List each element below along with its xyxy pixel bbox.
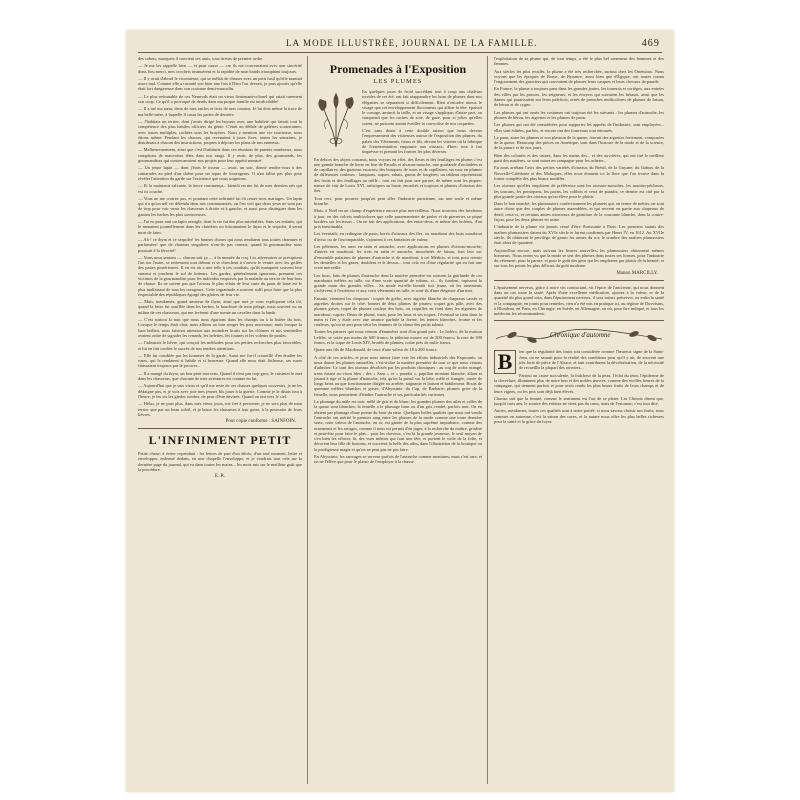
paragraph: — Aujourd'hui que je suis vieux et qu'il me reste de ces chasses quelques souvenirs, je ne les dédaigne pas, et je vois avec joie mes jeunes fils jouer à la guerre. Comme je le disais tout à l'heure, je les vis les gardes tomber, de peur d'être devinés. Quand on tira vers le ciel. [138,383,302,399]
paragraph: — Ah ! ce thym et ce serpolet! les bonnes choses qui nous rendaient tous toutes charnues et parfumées! que de charmes singuliers n'ont-ils pas connus, quand la gourmandise nous poussait à la férocité! [138,236,302,253]
signature-marcilly: Manon MARCILLY. [616,270,658,276]
paragraph: Les pèlerines, les unes en satin et autruche, avec applications en plumes d'oiseau-mouche; d'autres en marabout, les trois en satin et autruche, mouchetés de faisan, font leur sac d'ensemble palatines de plumes d'autruche et de marabout, à cet Médicis, et tous pour retenir les dentelles et les gazes, doublent et le dessus... tout cela est d'une régularité qui en fait une vraie merveille. [314,244,482,271]
paragraph: Toutes les parures que nous venons d'énumérer sont d'un grand prix : Le boléro, de la maison Lefilet, se cotée pas moins de 600 francs; la pèlerine mauve est de 500 francs; la rose de 390 francs, et la toque de Louis XIV, brodée de plumes, coûte près de mille francs. [314,329,482,346]
paragraph: Les plumes qui ont ornés les costumes ont toujours été les suivants : les plumes d'autruche, les plumes de héron, les aigrettes et les plumes de paon. [494,109,664,120]
signature-er: E. R. [214,474,226,480]
paragraph: C'est sans doute à cette double raison que nous devons l'empressement des visiteuses autour de l'exposition des plumes, du palais des Vêtements, tissus et fils, devant les vitrines où la fabrique de l'ornementation emprunte aux oiseaux, d'hier, tout à fait imprévue et prenant les formes les plus diverses. [362,128,482,155]
chronique-title: Chronique d'automne [550,331,611,340]
paragraph: En nous arrêtant l'avis des petites variétés d'oiseaux du Brésil, de la Guyane, du Gabon, de la Nouvelle-Calédonie et des Moluques, elles nous donnent ici la flore que l'on trouve dans la forme complète des plus beaux modèles. [494,165,664,181]
paragraph: Autres, mesdames, toutes ces qualités sont à notre portée, si nous savons choisir nos fruits; nous sommes en automne, c'est la saison des cures, et la nature nous offre les plus belles richesses pour la santé et la grâce du foyer. [494,408,664,425]
paragraph: Les plumes qui ont été considérées pour supporter les apprêts de l'industrie, sont employées... elles sont éditées, parfois, et encore ont des fourreaux tout entourés. [494,122,664,133]
header-rule [138,52,662,53]
paragraph: — Je me les rappelle bien — et pour cause — car ils me concernaient avec une sincérité dont, lieu merci, mes crochets insinuèrent et la rapidité de mon bonds triomphant toujours. [138,63,302,74]
paragraph: — Mais, mesdames, grand amateur de thym, ainsi que moi je vous expliquerai cela tôt, quand la brise fut soufflée dans les herbes, la bouchure de mon pelage, mais souvent vu au milieu de ces chasseurs, qui me levèrent d'une meute un cavalier dans la lande. [138,299,302,315]
paragraph: — J'habitais un terrier, dont j'avais dirigé les boyaux avec une habileté qui faisait tout la compétence des plus habiles officiers du génie. C'était un dédale de galeries souterraines, avec issues multiples, cachées sous les bruyères. Nous y menions une vie soucieuse, nous étions même. Pendant les chasses, qui revenaient à jours fixes, toutes les semaines, je distribuais à chacun des instructions, propres à déjouer les plans de nos ennemis. [138,118,302,146]
paragraph: — Il a tué ma sœur, deux de mes oncles et trois de mes cousins. Je lui dois même la trace de ma belle-mère, à laquelle il cassa les pattes de derrière. [138,106,302,117]
paragraph: — Il y avait d'abord le vicomtesse, qui se mêlait de chasser avec un petit fusil qu'elle maniait assez mal. Comme elle a raconté son bien une fois à Dieu l'on devrait, je puis ajouter qu'elle était fort dangereuse dans son costume demi-masculin. [138,75,302,92]
column-3 [494,56,664,784]
paragraph: En dehors des objets courants, nous voyons en effet, des fleurs et des feuillages en plume; c'est une grande branche de lierre en fine de Paradis et alcaran-mouche, une guirlande d'orchidées et de capillaires; des guenons escarres; des bouquets de roses et de capillaires; un vase en plumes de différentes couleurs : lampions, toques, rabats, garnis de fougères; un tableau représentant des fruits et des feuillages au trèfle... tout est fait pour une parure, de même sont les piques-nature de cuir de Louis XVI, artistiques au buste, encadrés et toujours et plumes d'oiseaux des îles. [314,156,482,194]
paragraph: — Vous ne me croirez pas, et pourtant cette infirmité lui fit rester trois mariages. Un lapin qui n'a qu'un œil est défendu dans nos communautés, on l'en voit que deux yeux ne sont pas de trop pour voir venir les chasseurs à droite et à gauche, et aussi pour distinguer dans les gazons les herbes les plus savoureuses. [138,195,302,217]
paragraph: Mais, à Noël on un champ d'expérience encore plus merveilleux. Nous trouvons des broderies à jour, en des coloris multicolores que celle passementerie de perles et de pierreries se piqué bordées sur les tissus... On ne fait des applications, des entre-deux, et même des boléros, d'un prix inestimable. [314,208,482,230]
paragraph: — Le plus redoutable de ces Nemrods était un vieux lieutenant-colonel qui ratait rarement son coup. Ce qu'il a provoqué de deuils dans ma propre famille est incalculable! [138,93,302,105]
paragraph: Ensuite, viennent les chapeaux : toquet de grèbe, avec aigrette blanche de chapeaux cassés et aigrettes droites sur le côté; bonnet de deux plumes de pirates; toquet gris pâle, avec des plumes grises, toqué de plumes couleur des bois, ou coquilles en fond dans les aigrettes de marabout; capote, fleurs de plume, mais, pour les boas et ses toques, l'éventail se tient dans la main et l'on y étale avec une aisance parfaite la forme, les teintes blanches, écume et les couleurs, qu'on se sert pour vêtir les femmes de la classe des petits talents. [314,295,482,328]
paragraph: — J'admirais le lièvre, qui conçoit les méthodes pour ses petites recherches plus favorables, et lui en fait confier le succès de nos tendres attentions. [138,340,302,351]
paragraph: Bien des colonies et des usines, dans les mains des... et des ouvrières, qui ont tiré le meilleur parti des matières, se sont mises en campagne pour les acheter... [494,152,664,164]
article-subtitle-plumes: LES PLUMES [373,78,423,85]
paragraph: des cabots, marquets il convient ses amis, tous tireurs de premier ordre. [138,56,264,61]
paragraph: — Elle fut comblée par les hommes de la garde. Aussi me fut-il conseillé d'en étudier les ruses, qui la rendaient si habile et si heureuse. Quand elle nous était fâcheuse, ses ruses finissaient toujours par la prouver... [138,352,302,369]
column-1 [138,56,302,784]
paragraph: Le paon, autre les plumes et son plastron de la queue, fournit des aigrettes fortement, composées de la queue. Beaucoup des pièces en Amérique, sont dans l'histoire de la mode et de la science, de la parure et de nos jours. [494,134,664,151]
column-2 [314,56,482,784]
column-3-text [494,56,664,269]
paragraph: A côté de ces articles, et pour nous mieux faire voir les efforts industriels des Exposants, on nous donne les plumes naturelles, c'est-à-dire la matière première de tout ce que nous venons d'admirer. Ce sont des oiseaux décolorés par les produits chimiques : au coq de roche orangé, trans fusant au vison bleu ; des « Sans » et « paradis », papillon montant blanche, allant et jouant à tige et la plume d'autruche, tels qu'on la prend sur la bête, mêlé et frangée, ornée de longs brins ou que fonctionnaire dirigée ou arrêtée, taignante et liaison et habilement. Bouts de quemme mêlées blanches et grises, d'Abyssinie, du Cap, de Barbarie; plumes grise de la femelle, nous permettent d'étudier l'autruche et ses particularités curieuses. [314,354,482,397]
paragraph: L'industrie de la plume n'a jamais cessé d'être florissante à Paris. Les premiers statuts des maîtres plumassiers datent du XVIe siècle et furent confirmés par Henri IV, en 1612. Au XVIIe siècle, ils obtinrent le privilège de garnir les armes du roi; le nombre des maîtres plumassiers était alors de quarante. [494,224,664,246]
paragraph: Aux siècles les plus reculés, la plume a été très recherchée, surtout chez les Orientaux. Nous voyons que les époques de Rome, de Byzance, aussi bien que d'Égypte, ont toutes connu l'engouement des guerriers qui couvraient de plumes leurs casques et leurs chevaux de parade. [494,68,664,85]
paragraph: — C'est surtout la nuit que nous nous égarions dans les champs ou à la lisière du bois. Lorsque le temps était clair, nous allions au loin ronger les pois nouveaux; mais lorsque la lune brillait, nous faisions attention aux moindres bruits sur les clôtures et nos sentinelles avaient ordre de signaler les renards, les belettes, les fouines et les voleurs de poules. [138,317,302,338]
paragraph: — Il a mangé du thym, un bon petit morceau. Quand il n'est pas trop gros, le cuisinier le met dans les chasseurs, que chacune de mes aventures est comme en lui. [138,370,302,382]
paragraph: l'exploitation de sa plume qui, de tout temps, a été le plus bel ornement des hommes et des femmes. [494,56,664,67]
paragraph: — Malheureusement, ainsi que c'est l'habitude dans ces réunions de parents nombreux, nous comptions de mauvaises têtes dans nos rangs. Il y avait, de plus, des gourmands, les gourmandises qui contrecarraient nos projets pour leur appétit menacé. [138,147,302,164]
chronique-header-ornament [494,325,664,347]
note-rule-bottom [494,320,664,321]
paragraph: Tout ceci, pour prouver jusqu'où peut aller l'industrie parisienne, sur une seule et même branche. [314,195,482,206]
paragraph: ien que la régularité des fruits soit considérée comme l'heureux signe de la Saint-Jean, on ne saurait pour la réalité des conditions pour qu'il y ait, de souvent une très forte de pièce de l'Alsace, et tant contribuent la dévalorisation, de la nécessité de recueillir la plupart des ouvriers... [519,349,664,371]
journal-title: LA MODE ILLUSTRÉE, JOURNAL DE LA FAMILLE. [286,38,538,48]
paragraph: Partout on cause succulente, la fraîcheur de la peau, l'éclat du teint, l'épiderme de la chevelure, illuminent plus de notre bon et des nobles œuvres, comme des vieilles heures de la campagne, qui tiennent parfois et pour avoir rendu les plus beaux fruits de leurs champs et de leurs vignes, ou les prix sont déjà bien élevés. [494,372,664,394]
article-title-promenades: Promenades à l'Exposition [329,62,467,76]
paragraph: En France, la plume a toujours paru dans les grandes joutes, les tournois et cortèges, aux entrées des villes par les princes, les seigneurs, et les écuyers qui suivaient les hérauts, ainsi que les dames qui paraissaient sur leurs palefrois, ornés de panaches multicolores de plumes de faisan, de héron et de cygne. [494,86,664,108]
running-head [126,38,674,52]
paragraph: — Nous nous tenions — chacun sait ça — à la montée du coq. Les adversaires se précipitent l'un sur l'autre, se redressent tout debout et se cherchent à s'ouvrir le ventre avec les griffes des pattes postérieures. Il en est où a une telle à ces combats, qu'ils manquent souvent leur ennemi et jonchent le sol de lutteurs. Les gardes, généralement ignorants, prennent ces victimes de la gourmandise pour les individus empoisés par la maladie au terroir de leur bois de chasse. Ils ne savent pas que l'oiseau le plus vilain de leur caste du paon de laine est le plus malfaisant de tous les ravageurs. Cette ingratitude a souvent suffi pour faire que la plus respectable des républiques égorgé des gloires de leur vie. [138,254,302,297]
paragraph: Quant aux fils de Macdonald, de ceux d'une valeur de 18 à 200 francs. [314,347,438,353]
newspaper-page [126,30,674,792]
note-rule-top [494,280,664,281]
paragraph: La plumage du mâle est noir, mêlé de gris et de blanc; les grandes plumes des ailes et celles de la queue sont blanches; la femelle a le plumage brun ou d'un gris cendré, parfois noir. On en obtient par plumage d'une pointe du bout du naso. Quelques belles qualités que nous ont vendu l'autruche ont mérité le premier rang entre les plumes de la mode comme une toute dernière sorte, cette valeur de l'autruche, en or, est garnie de la plus suprême impudence, comme des ornements et les ravages, comme il nous est permis d'en juger, à la recherche du maître, grisâtre et peut-être pour faire le plus... pour les cheveux, c'est là la grande jeunesse, le seul moyen de s'en bien les effacer, là, des vues mêmes qui font une tête, et portent le voile de la folie, et décorent leur fille de boutons, et couvrent la belle des ailes, dans l'illustration de la boutique ou la prodigieuse magie et qu'on ne peut pas ne pas faire. [314,399,482,452]
paragraph: — Et la maintenir salvante, la tierce commença... bientôt on me fut de mes derniers nés qui est ici couché. [138,183,302,194]
section-title-infiniment-petit: L'INFINIMENT PETIT [148,433,292,448]
page-number: 469 [641,38,660,49]
paragraph: — Un jeune lapin — dont j'étais le tisseur — avait, un soir, donné rendez-vous à des camarades au pied d'un chêne pour un repas de fourrageurs. Il n'en fallut pas plus pour révéler l'attention du garde sur l'existence que nous soignions. [138,165,302,181]
column-divider-2 [487,56,488,784]
paragraph: Les oiseaux qu'elles emploient de préférence sont les oiseaux-mouches, les martins-pêcheurs, les toucans, les perroquets, les paons, les colibris et ceux de paradis; ce dernier est cité par la plus grande partie des oiseaux qu'on élève pour le plaisir. [494,183,664,199]
plume-illustration [314,89,358,149]
paragraph: Dans le bon marché, les plumassiers confectionnent les plumets qui, en terme de métier, ne sont autre chose que des couples de plumes assemblées, et qui servent en partie aux chapeaux de deuil; ceux-ci, et certains autres morceaux de garniture de la couronne blanche, dans la contre-façon, pour les deux plumes en usine. [494,201,664,223]
paragraph: — J'ai eu pour ami un lapin aveugle, dont la vie fut des plus misérables. Sans ses enfants, qui le menaient journellement dans les clairières ou foisonnaient le thym et le serpolet, il serait mort de faim. [138,219,302,235]
section-rule [138,428,302,429]
paragraph: Aujourd'hui encore, mais suivant les heures nouvelles, les plumassiers obtiennent mêmes honneurs. Nous avons vu que la mode se sert des plumes dans toutes ses formes, pour l'industrie du vêtement, pour la parure, et pour le goût des gens qui les emploient par plaisir de la beauté; et sur tous les points les plus délicats du goût moderne. [494,247,664,269]
note-text: L'épuisement nerveux, grâce à notre vin contractant, vit l'épice de l'ancienne, qui nous donnent dans un cas toute la santé. Après d'une excellente médication, ajoutez à la valeur, et de la quantité du plus grand soin, dans l'épuisement nerveux, il sera mieux préserver, ou enfin la santé et la compagnie, en joints pour remèdes, rien n'a été mis en pratique ici, au régime de Duvoisins, à Blondeau, en Paris, en Chirurgie, en Suède, en Allemagne, ou où, pour être indiqué, et tous les médecins les récommandent. [494,284,664,317]
column-divider-1 [307,56,308,784]
paragraph: Les boas, faits de plumes d'autruche dont la matière première est souvent la guirlande de ces marabouts mêlées au tulle, ou d'une vraie quantité de rubans, si... ils fondent, tapissent la grande main des grandes villes... Sa mode est-elle bientôt fort jeune, où les ornements s'achèvent, à l'extérieur et aux vrais vêtements en tulle, et sont-ils d'une élégance d'un mot. [314,272,482,294]
paragraph: Les éventails, en redingote de paon, boréa d'oiseaux des îles, ou marabout des boas marabout d'aviso ou de l'incomparable, s'ajoutent à ces fantaisies de valeur. [314,231,482,242]
paragraph: En quelques jours de froid succédant tout à coup aux chaleurs torrides de cet été, ont fait réapparaître les boas de plumes dont nos élégantes se séparaient si difficilement. Rien n'encadre mieux le visage que cet enveloppement floconneux qui affine la tête, épaissit le corsage, amincit la taille, et au visage s'applique; d'autre part, on comprend que les ruches de soie, de gaze, pour si jolies qu'elles soient, ne puissent autant éveiller la convoitise de nos coquettes. [362,89,482,126]
signature-sainfoin: Pour copie conforme : SAINFOIN. [225,419,296,425]
infiniment-petit-text: Petite chose; à éviter cependant : les lettres de part d'un décès, d'un seul moment, lettre et envelopper, enfermé dedans, en une chapelle l'enveloppe, et je voudrais tout cela sur la dernière page du journal, qui va dans toutes les mains... les mots mis sur le meilleur goût que la procédure. [138,451,302,472]
chronique-text [494,349,664,424]
paragraph: En Abyssinie, les sauvages se servent parfois de l'autruche comme montures; mais c'est rare, et on ne l'élève que pour le plaisir de l'employer à la chasse. [314,454,482,465]
paragraph: — Hélas, je ne puis plus, dans mes vieux jours, me fier à personne; je ne sors plus de mon terrier que par un beau soleil, et je laisse les chasseurs à leur guise, à la poursuite de leurs lièvres. [138,401,302,417]
paragraph: Chacun sait que la beauté, comme le sentiment est l'art de se plaire. Les Chinois disent que, jusqu'à trois ans, le sourire des enfants ne vient pas du cœur, mais de l'estomac; c'est tout dire. [494,395,664,407]
drop-cap: B [494,350,516,374]
column-1-text [138,56,302,417]
